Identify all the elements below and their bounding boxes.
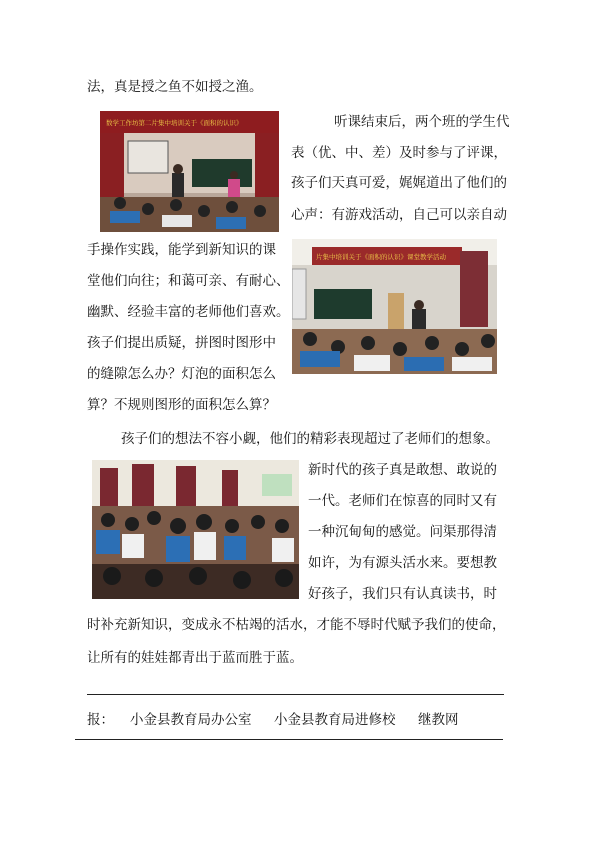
- footer-bottom-rule: [75, 739, 503, 740]
- text-line-17: 好孩子，我们只有认真读书，时: [308, 586, 497, 602]
- text-line-4: 孩子们天真可爱，娓娓道出了他们的: [291, 175, 507, 191]
- photo-2-banner: 片集中培训关于《面积的认识》课堂教学活动: [316, 253, 446, 261]
- text-line-6: 手操作实践，能学到新知识的课: [87, 242, 276, 258]
- footer-recipient-2: 小金县教育局进修校: [274, 712, 396, 728]
- text-line-19: 让所有的娃娃都青出于蓝而胜于蓝。: [87, 650, 303, 666]
- text-line-13: 新时代的孩子真是敢想、敢说的: [308, 462, 497, 478]
- text-line-2: 听课结束后，两个班的学生代: [334, 114, 510, 130]
- text-line-1: 法，真是授之鱼不如授之渔。: [87, 79, 263, 95]
- classroom-photo-2: [292, 239, 497, 374]
- photo-1-banner: 数学工作坊第二片集中培训关于《面积的认识》: [106, 119, 243, 127]
- text-line-5: 心声：有游戏活动，自己可以亲自动: [291, 207, 507, 223]
- text-line-8: 幽默、经验丰富的老师他们喜欢。: [87, 304, 290, 320]
- text-line-14: 一代。老师们在惊喜的同时又有: [308, 493, 497, 509]
- classroom-photo-3: [92, 460, 299, 599]
- text-line-16: 如许，为有源头活水来。要想教: [308, 555, 497, 571]
- text-line-9: 孩子们提出质疑，拼图时图形中: [87, 335, 276, 351]
- text-line-11: 算？不规则图形的面积怎么算？: [87, 397, 276, 413]
- text-line-12: 孩子们的想法不容小觑，他们的精彩表现超过了老师们的想象。: [121, 431, 499, 447]
- classroom-photo-1: [100, 111, 279, 232]
- text-line-15: 一种沉甸甸的感觉。问渠那得清: [308, 524, 497, 540]
- text-line-7: 堂他们向往；和蔼可亲、有耐心、: [87, 273, 290, 289]
- footer-label: 报：: [87, 712, 114, 728]
- footer-recipient-1: 小金县教育局办公室: [130, 712, 252, 728]
- text-line-18: 时补充新知识，变成永不枯竭的活水，才能不辱时代赋予我们的使命，: [87, 617, 506, 633]
- footer-recipient-3: 继教网: [418, 712, 459, 728]
- footer-top-rule: [87, 694, 504, 695]
- text-line-10: 的缝隙怎么办？灯泡的面积怎么: [87, 366, 276, 382]
- text-line-3: 表（优、中、差）及时参与了评课，: [291, 145, 507, 161]
